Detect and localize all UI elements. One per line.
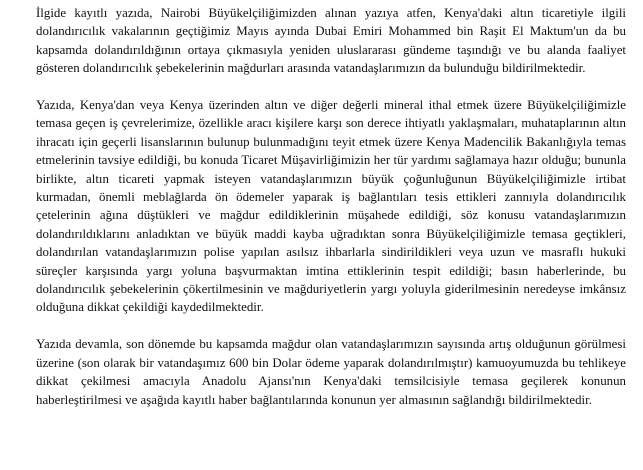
paragraph-2: Yazıda, Kenya'dan veya Kenya üzerinden altın ve diğer değerli mineral ithal etmek üzere Büyükelçiliğimizle temasa geçen iş çevrelerimize, özellikle aracı kişilere karşı son derece ihtiyatlı yaklaşmaları, muhataplarının altın ihracatı için geçerli lisanslarının bulunup bulunmadığını teyit etmek üzere Kenya Madencilik Bakanlığıyla temas etmelerinin tavsiye edildiği, bu konuda Ticaret Müşavirliğimizin her tür yardımı sağlamaya hazır olduğu; bununla birlikte, altın ticareti yapmak isteyen vatandaşlarımızın büyük çoğunluğunun Büyükelçiliğimizle irtibat kurmadan, önemli meblağlarda ön ödemeler yaparak iş bağlantıları tesis ettikleri zannıyla dolandırıcılık çetelerinin ağına düştükleri ve mağdur edildiklerinin müşahede edildiği, söz konusu vatandaşlarımızın dolandırıldıklarını anladıktan ve büyük maddi kayba uğradıktan sonra Büyükelçiliğimizle temasa geçtikleri, dolandırılan vatandaşlarımızın polise yapılan asılsız ihbarlarla sindirildikleri veya uzun ve masraflı hukuki süreçler karşısında yargı yoluna başvurmaktan imtina ettiklerinin tespit edildiği; basın haberlerinde, bu dolandırıcılık şebekelerinin çökertilmesinin ve mağduriyetlerin yargı yoluyla giderilmesinin neredeyse imkânsız olduğuna dikkat çekildiği kaydedilmektedir. — [36, 98, 626, 315]
paragraph-3: Yazıda devamla, son dönemde bu kapsamda mağdur olan vatandaşlarımızın sayısında artış olduğunun görülmesi üzerine (son olarak bir vatandaşımız 600 bin Dolar ödeme yaparak dolandırılmıştır) kamuoyumuzda bu tehlikeye dikkat çekilmesi amacıyla Anadolu Ajansı'nın Kenya'daki temsilcisiyle temasa geçilerek konunun haberleştirilmesi ve aşağıda kayıtlı haber bağlantılarında konunun yer almasının sağlandığı bildirilmektedir. — [36, 337, 626, 407]
paragraph-1: İlgide kayıtlı yazıda, Nairobi Büyükelçiliğimizden alınan yazıya atfen, Kenya'daki altın ticaretiyle ilgili dolandırıcılık vakalarının geçtiğimiz Mayıs ayında Dubai Emiri Mohammed bin Raşit El Maktum'un da bu kapsamda dolandırıldığının ortaya çıkmasıyla yeniden uluslararası gündeme taşındığı ve bu alanda faaliyet gösteren dolandırıcılık şebekelerinin mağdurları arasında vatandaşlarımızın da bulunduğu bildirilmektedir. — [36, 6, 626, 76]
